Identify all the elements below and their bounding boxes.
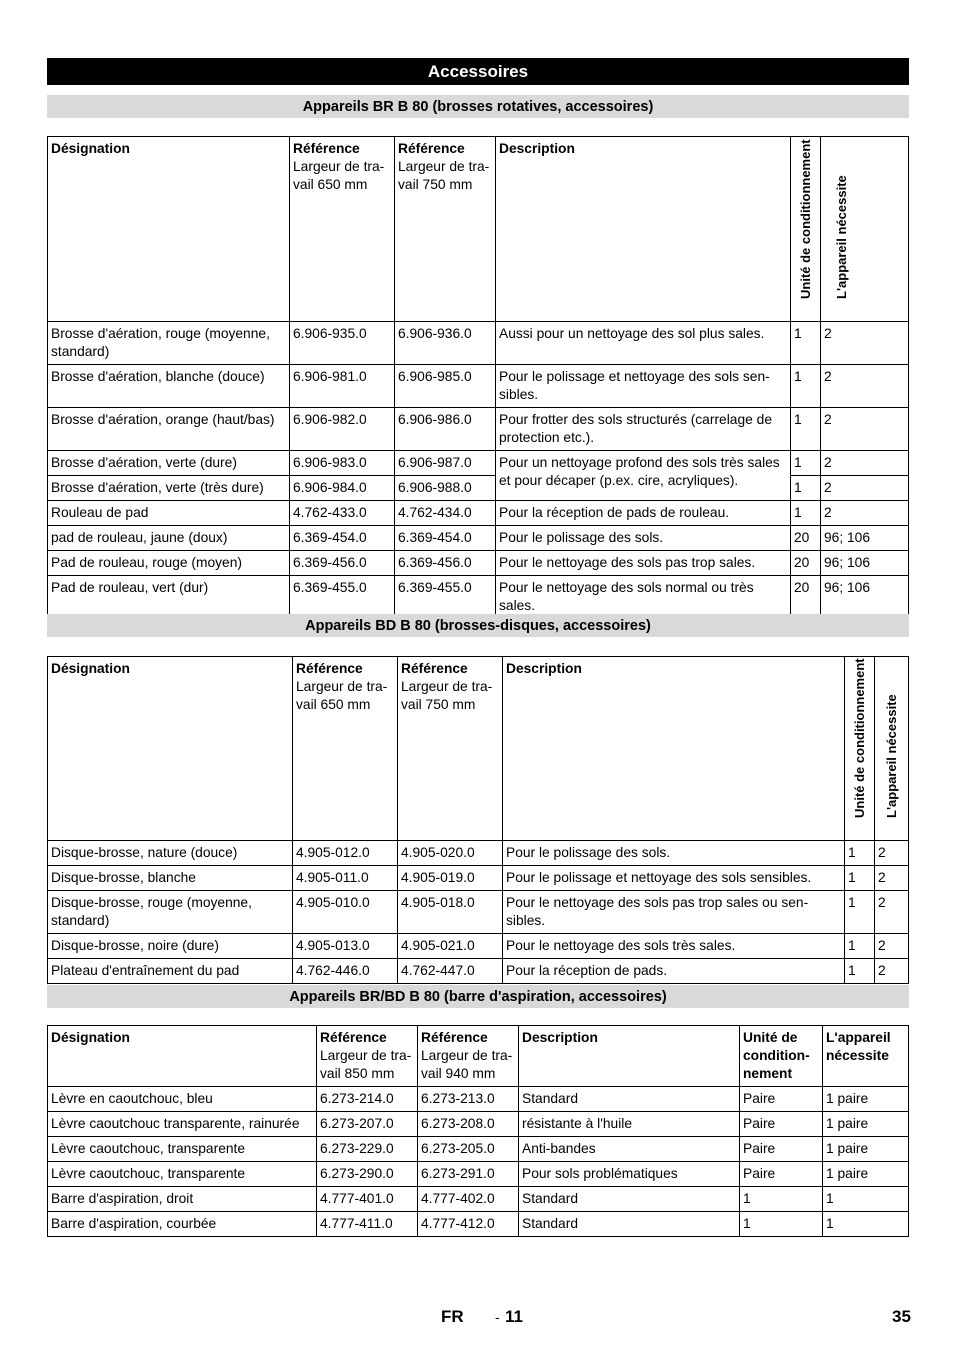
- cell-needs: 1 paire: [823, 1162, 909, 1187]
- cell-description: Pour le nettoyage des sols très sales.: [503, 934, 845, 959]
- col-header-designation: Désignation: [48, 657, 293, 841]
- col-header-unit: Unité de conditionnement: [791, 137, 821, 322]
- cell-ref2: 6.906-987.0: [395, 451, 496, 476]
- table-header-row: [48, 1026, 909, 1087]
- cell-needs: 2: [875, 841, 909, 866]
- cell-needs: 2: [821, 322, 909, 365]
- cell-unit: 20: [791, 526, 821, 551]
- cell-unit: 1: [740, 1212, 823, 1237]
- cell-ref1: 6.906-935.0: [290, 322, 395, 365]
- cell-needs: 1 paire: [823, 1137, 909, 1162]
- table-row: [48, 934, 909, 959]
- table-row: [48, 1112, 909, 1137]
- table-row: [48, 841, 909, 866]
- cell-ref2: 6.369-454.0: [395, 526, 496, 551]
- cell-ref1: 4.905-012.0: [293, 841, 398, 866]
- cell-description: Aussi pour un nettoyage des sol plus sales.: [496, 322, 791, 365]
- col-header-designation: Désignation: [48, 1026, 317, 1087]
- cell-ref1: 6.273-214.0: [317, 1087, 418, 1112]
- cell-unit: 1: [791, 322, 821, 365]
- cell-designation: Brosse d'aération, orange (haut/bas): [48, 408, 290, 451]
- section-title-br: Appareils BR B 80 (brosses rotatives, accessoires): [47, 95, 909, 118]
- cell-needs: 2: [821, 365, 909, 408]
- cell-ref1: 6.273-207.0: [317, 1112, 418, 1137]
- cell-designation: pad de rouleau, jaune (doux): [48, 526, 290, 551]
- cell-unit: 1: [845, 934, 875, 959]
- cell-designation: Disque-brosse, blanche: [48, 866, 293, 891]
- cell-designation: Brosse d'aération, verte (très dure): [48, 476, 290, 501]
- table-row: [48, 1162, 909, 1187]
- cell-ref1: 6.369-455.0: [290, 576, 395, 619]
- cell-designation: Lèvre caoutchouc transparente, rainurée: [48, 1112, 317, 1137]
- cell-description: Pour frotter des sols structurés (carrelage de protection etc.).: [496, 408, 791, 451]
- footer-page-number: 35: [892, 1307, 911, 1326]
- table-row: [48, 551, 909, 576]
- cell-needs: 96; 106: [821, 551, 909, 576]
- cell-needs: 96; 106: [821, 526, 909, 551]
- cell-ref1: 4.762-433.0: [290, 501, 395, 526]
- cell-ref2: 4.777-402.0: [418, 1187, 519, 1212]
- table-row: [48, 1137, 909, 1162]
- cell-unit: 1: [791, 501, 821, 526]
- col-header-needs: L'appareil nécessite: [821, 137, 909, 322]
- page-title: Accessoires: [47, 58, 909, 85]
- cell-description: Pour le polissage et nettoyage des sols sen-sibles.: [496, 365, 791, 408]
- cell-ref1: 6.273-290.0: [317, 1162, 418, 1187]
- cell-unit: 1: [845, 959, 875, 984]
- cell-description: Standard: [519, 1212, 740, 1237]
- cell-description: Standard: [519, 1087, 740, 1112]
- cell-description: Pour le polissage et nettoyage des sols sensibles.: [503, 866, 845, 891]
- cell-designation: Disque-brosse, rouge (moyenne, standard): [48, 891, 293, 934]
- cell-designation: Disque-brosse, noire (dure): [48, 934, 293, 959]
- col-header-description: Description: [519, 1026, 740, 1087]
- cell-unit: 20: [791, 576, 821, 619]
- cell-ref2: 6.273-205.0: [418, 1137, 519, 1162]
- cell-ref1: 4.905-011.0: [293, 866, 398, 891]
- cell-ref2: 6.906-986.0: [395, 408, 496, 451]
- cell-unit: 1: [791, 408, 821, 451]
- cell-unit: 1: [845, 891, 875, 934]
- cell-needs: 2: [875, 866, 909, 891]
- cell-description: Pour sols problématiques: [519, 1162, 740, 1187]
- cell-description: Anti-bandes: [519, 1137, 740, 1162]
- col-header-ref2: Référence Largeur de tra-vail 940 mm: [418, 1026, 519, 1087]
- table-header-row: [48, 137, 909, 322]
- cell-ref2: 4.777-412.0: [418, 1212, 519, 1237]
- col-header-unit: Unité de condition-nement: [740, 1026, 823, 1087]
- col-header-description: Description: [496, 137, 791, 322]
- cell-needs: 2: [821, 408, 909, 451]
- cell-ref2: 4.905-020.0: [398, 841, 503, 866]
- cell-ref2: 6.906-985.0: [395, 365, 496, 408]
- col-header-ref1: Référence Largeur de tra-vail 650 mm: [293, 657, 398, 841]
- table-br-b80: [47, 136, 909, 619]
- cell-ref1: 6.906-983.0: [290, 451, 395, 476]
- cell-unit: Paire: [740, 1137, 823, 1162]
- cell-needs: 1 paire: [823, 1087, 909, 1112]
- col-header-ref1: Référence Largeur de tra-vail 850 mm: [317, 1026, 418, 1087]
- cell-description: Pour le nettoyage des sols normal ou très sales.: [496, 576, 791, 619]
- cell-ref2: 4.905-021.0: [398, 934, 503, 959]
- table-row: [48, 959, 909, 984]
- table-row: [48, 501, 909, 526]
- cell-needs: 2: [875, 934, 909, 959]
- table-row: [48, 1087, 909, 1112]
- cell-unit: 1: [791, 365, 821, 408]
- table-bd-b80: [47, 656, 909, 984]
- cell-description: Pour le nettoyage des sols pas trop sales.: [496, 551, 791, 576]
- cell-ref2: 4.905-019.0: [398, 866, 503, 891]
- cell-ref2: 6.906-936.0: [395, 322, 496, 365]
- cell-unit: Paire: [740, 1162, 823, 1187]
- cell-designation: Pad de rouleau, rouge (moyen): [48, 551, 290, 576]
- cell-designation: Rouleau de pad: [48, 501, 290, 526]
- cell-ref1: 6.906-982.0: [290, 408, 395, 451]
- cell-description: Pour le polissage des sols.: [503, 841, 845, 866]
- cell-needs: 2: [821, 476, 909, 501]
- cell-designation: Barre d'aspiration, droit: [48, 1187, 317, 1212]
- table-row: [48, 866, 909, 891]
- cell-unit: Paire: [740, 1087, 823, 1112]
- footer-language: FR: [441, 1307, 464, 1326]
- cell-unit: 1: [791, 476, 821, 501]
- cell-ref2: 6.906-988.0: [395, 476, 496, 501]
- table-suction-bar: [47, 1025, 909, 1237]
- cell-unit: 1: [845, 841, 875, 866]
- cell-ref1: 6.369-456.0: [290, 551, 395, 576]
- footer-dash: -: [495, 1309, 500, 1325]
- cell-designation: Barre d'aspiration, courbée: [48, 1212, 317, 1237]
- cell-unit: 1: [740, 1187, 823, 1212]
- cell-ref1: 4.777-401.0: [317, 1187, 418, 1212]
- cell-description: Standard: [519, 1187, 740, 1212]
- cell-ref2: 4.905-018.0: [398, 891, 503, 934]
- col-header-ref2: Référence Largeur de tra-vail 750 mm: [395, 137, 496, 322]
- cell-ref2: 4.762-447.0: [398, 959, 503, 984]
- cell-needs: 2: [821, 501, 909, 526]
- cell-unit: 1: [845, 866, 875, 891]
- table-row: [48, 891, 909, 934]
- table-row: [48, 322, 909, 365]
- cell-needs: 2: [875, 891, 909, 934]
- cell-designation: Brosse d'aération, verte (dure): [48, 451, 290, 476]
- cell-designation: Pad de rouleau, vert (dur): [48, 576, 290, 619]
- cell-needs: 1 paire: [823, 1112, 909, 1137]
- table-row: [48, 365, 909, 408]
- cell-ref1: 4.905-010.0: [293, 891, 398, 934]
- cell-ref2: 6.369-455.0: [395, 576, 496, 619]
- table-row: [48, 451, 909, 476]
- cell-designation: Lèvre caoutchouc, transparente: [48, 1162, 317, 1187]
- cell-ref2: 6.273-208.0: [418, 1112, 519, 1137]
- cell-ref1: 4.777-411.0: [317, 1212, 418, 1237]
- section-title-bd: Appareils BD B 80 (brosses-disques, accessoires): [47, 614, 909, 637]
- cell-needs: 2: [875, 959, 909, 984]
- cell-ref1: 6.273-229.0: [317, 1137, 418, 1162]
- cell-ref1: 6.906-981.0: [290, 365, 395, 408]
- cell-needs: 2: [821, 451, 909, 476]
- cell-ref2: 6.273-291.0: [418, 1162, 519, 1187]
- table-header-row: [48, 657, 909, 841]
- cell-description: Pour la réception de pads de rouleau.: [496, 501, 791, 526]
- cell-designation: Plateau d'entraînement du pad: [48, 959, 293, 984]
- cell-description: Pour le polissage des sols.: [496, 526, 791, 551]
- cell-ref2: 4.762-434.0: [395, 501, 496, 526]
- col-header-ref1: Référence Largeur de tra-vail 650 mm: [290, 137, 395, 322]
- col-header-unit: Unité de conditionnement: [845, 657, 875, 841]
- col-header-needs: L'appareil nécessite: [875, 657, 909, 841]
- col-header-description: Description: [503, 657, 845, 841]
- cell-designation: Lèvre caoutchouc, transparente: [48, 1137, 317, 1162]
- table-row: [48, 1187, 909, 1212]
- cell-ref1: 4.762-446.0: [293, 959, 398, 984]
- cell-description: résistante à l'huile: [519, 1112, 740, 1137]
- cell-ref1: 6.369-454.0: [290, 526, 395, 551]
- table-row: [48, 1212, 909, 1237]
- cell-needs: 1: [823, 1212, 909, 1237]
- cell-needs: 96; 106: [821, 576, 909, 619]
- cell-designation: Lèvre en caoutchouc, bleu: [48, 1087, 317, 1112]
- col-header-needs: L'appareil nécessite: [823, 1026, 909, 1087]
- cell-ref1: 4.905-013.0: [293, 934, 398, 959]
- col-header-designation: Désignation: [48, 137, 290, 322]
- footer-local-page: 11: [505, 1307, 523, 1326]
- cell-ref2: 6.273-213.0: [418, 1087, 519, 1112]
- cell-needs: 1: [823, 1187, 909, 1212]
- cell-description: Pour un nettoyage profond des sols très sales et pour décaper (p.ex. cire, acryliques).: [496, 451, 791, 501]
- cell-ref2: 6.369-456.0: [395, 551, 496, 576]
- cell-designation: Disque-brosse, nature (douce): [48, 841, 293, 866]
- section-title-suction-bar: Appareils BR/BD B 80 (barre d'aspiration, accessoires): [47, 985, 909, 1008]
- table-row: [48, 576, 909, 619]
- cell-description: Pour la réception de pads.: [503, 959, 845, 984]
- cell-unit: 1: [791, 451, 821, 476]
- col-header-ref2: Référence Largeur de tra-vail 750 mm: [398, 657, 503, 841]
- cell-ref1: 6.906-984.0: [290, 476, 395, 501]
- table-row: [48, 408, 909, 451]
- cell-description: Pour le nettoyage des sols pas trop sales ou sen-sibles.: [503, 891, 845, 934]
- cell-unit: Paire: [740, 1112, 823, 1137]
- table-row: [48, 526, 909, 551]
- cell-designation: Brosse d'aération, blanche (douce): [48, 365, 290, 408]
- cell-designation: Brosse d'aération, rouge (moyenne, standard): [48, 322, 290, 365]
- cell-unit: 20: [791, 551, 821, 576]
